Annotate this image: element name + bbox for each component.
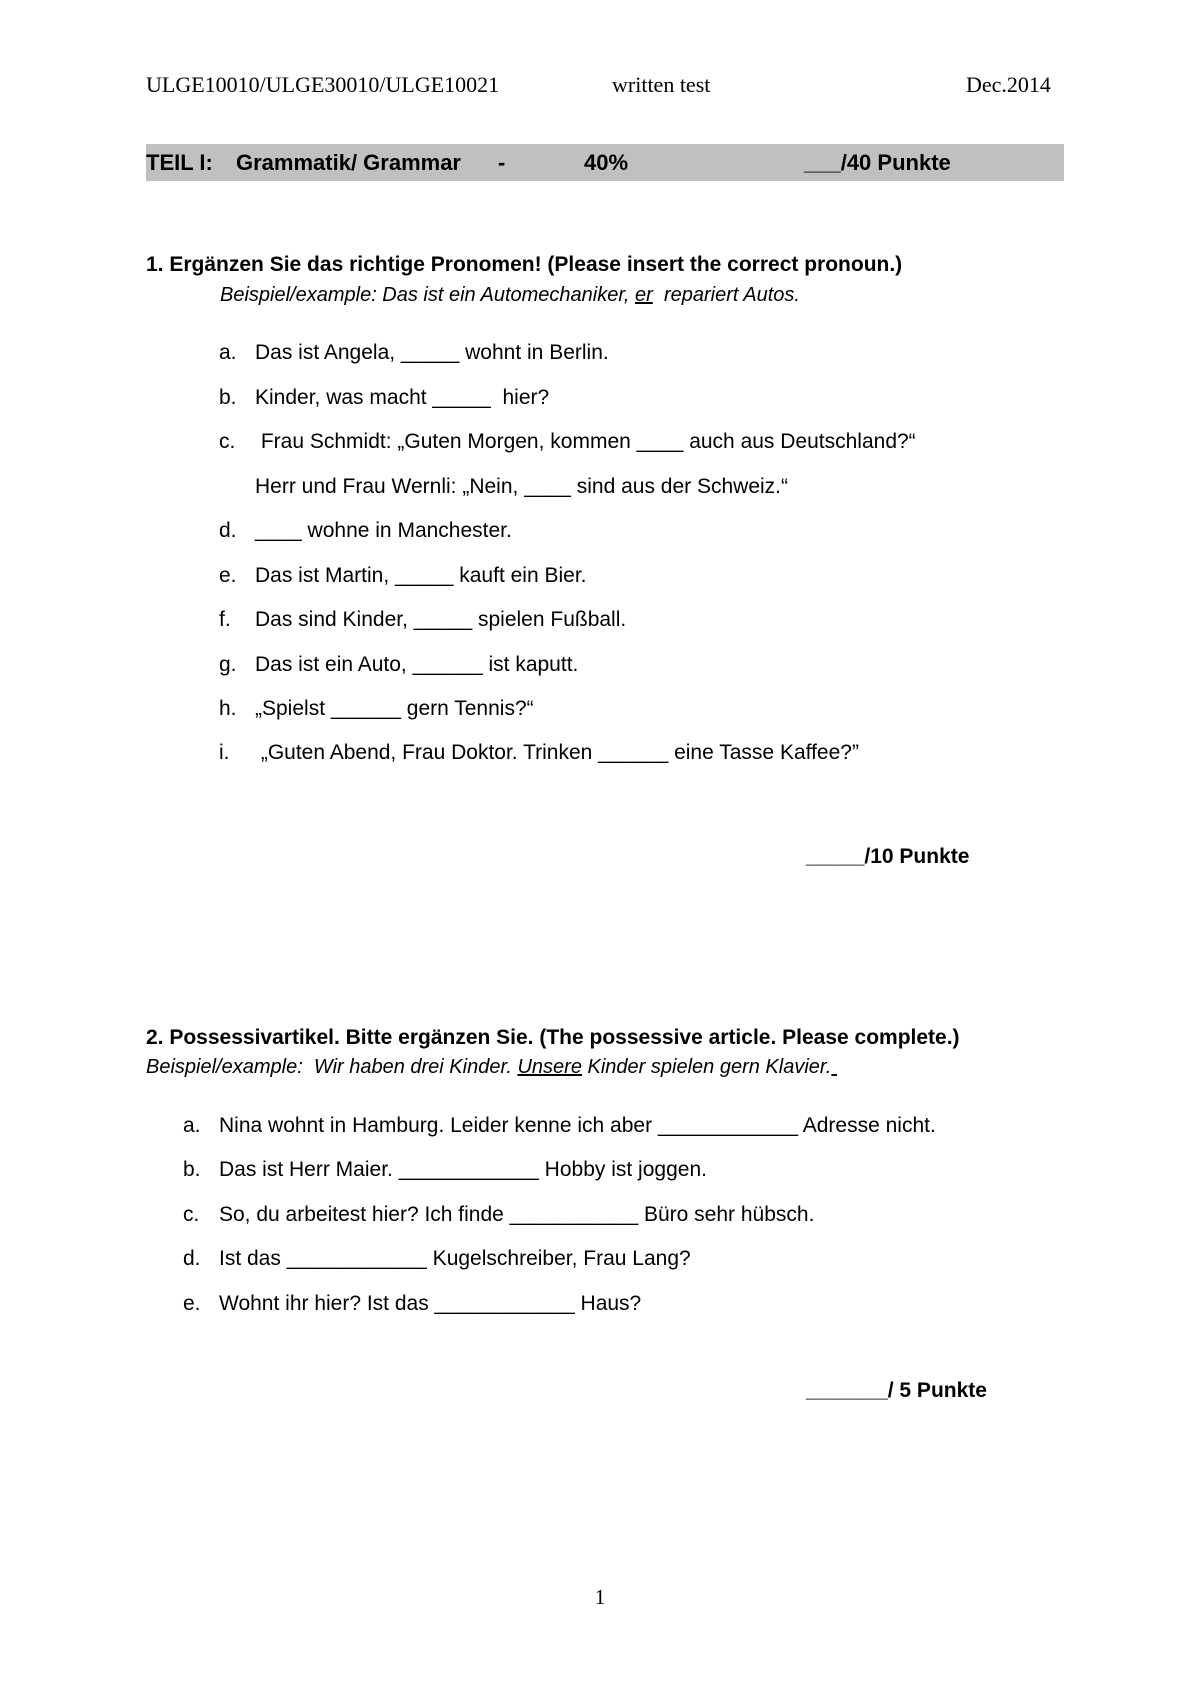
item-letter: c. [219, 430, 236, 453]
test-type: written test [612, 72, 711, 97]
item-text: „Spielst ______ gern Tennis?“ [255, 697, 534, 720]
part-label: TEIL I: [146, 150, 213, 175]
item-letter: h. [219, 697, 237, 720]
item-text: So, du arbeitest hier? Ich finde ___________ Büro sehr hübsch. [219, 1203, 815, 1226]
item-text: Das ist Martin, _____ kauft ein Bier. [255, 564, 587, 587]
item-letter: g. [219, 653, 237, 676]
item-letter: a. [219, 341, 237, 364]
item-text: Das ist Herr Maier. ____________ Hobby ist joggen. [219, 1158, 707, 1181]
item-text: Herr und Frau Wernli: „Nein, ____ sind aus der Schweiz.“ [255, 475, 789, 498]
section2-item-e [183, 1292, 642, 1388]
section2-example-trailing [831, 1056, 837, 1078]
section2-example-prefix: Beispiel/example: Wir haben drei Kinder. [146, 1056, 518, 1078]
item-letter: a. [183, 1114, 201, 1137]
item-letter: f. [219, 608, 231, 631]
item-letter: d. [219, 519, 237, 542]
course-codes: ULGE10010/ULGE30010/ULGE10021 [146, 72, 500, 97]
part-percent: 40% [584, 150, 629, 175]
item-letter: d. [183, 1247, 201, 1270]
item-text: Das sind Kinder, _____ spielen Fußball. [255, 608, 627, 631]
item-text: Ist das ____________ Kugelschreiber, Frau Lang? [219, 1247, 691, 1270]
item-text: ____ wohne in Manchester. [255, 519, 512, 542]
section2-example [146, 1056, 837, 1079]
section2-title: 2. Possessivartikel. Bitte ergänzen Sie. (The possessive article. Please complete.) [146, 1026, 960, 1049]
item-text: Nina wohnt in Hamburg. Leider kenne ich aber ____________ Adresse nicht. [219, 1114, 936, 1137]
item-text: Frau Schmidt: „Guten Morgen, kommen ____ auch aus Deutschland?“ [255, 430, 916, 453]
section1-score: _____/10 Punkte [806, 845, 970, 868]
section1-example-prefix: Beispiel/example: Das ist ein Automechaniker, [220, 284, 636, 306]
part-dash: - [498, 150, 506, 175]
item-letter: b. [183, 1158, 201, 1181]
section1-item-i [219, 741, 859, 837]
section2-example-suffix: Kinder spielen gern Klavier. [581, 1056, 832, 1078]
section2-score: _______/ 5 Punkte [806, 1379, 987, 1402]
section1-title: 1. Ergänzen Sie das richtige Pronomen! (Please insert the correct pronoun.) [146, 253, 903, 276]
section1-example [220, 284, 800, 307]
item-text: Kinder, was macht _____ hier? [255, 386, 550, 409]
section2-example-answer: Unsere [517, 1056, 582, 1078]
section1-example-suffix: repariert Autos. [652, 284, 800, 306]
item-text: Das ist ein Auto, ______ ist kaputt. [255, 653, 579, 676]
section1-example-answer: er [635, 284, 653, 306]
item-letter: i. [219, 741, 230, 764]
part-name: Grammatik/ Grammar [236, 150, 461, 175]
page-number: 1 [594, 1585, 606, 1609]
item-text: Das ist Angela, _____ wohnt in Berlin. [255, 341, 609, 364]
part-heading-bar [146, 144, 1064, 181]
exam-date: Dec.2014 [966, 72, 1051, 97]
item-text: Wohnt ihr hier? Ist das ____________ Haus? [219, 1292, 642, 1315]
item-letter: b. [219, 386, 237, 409]
item-letter: c. [183, 1203, 200, 1226]
part-points: ___/40 Punkte [804, 150, 951, 175]
item-text: „Guten Abend, Frau Doktor. Trinken ______ eine Tasse Kaffee?” [255, 741, 859, 764]
item-letter: e. [183, 1292, 201, 1315]
item-letter: e. [219, 564, 237, 587]
